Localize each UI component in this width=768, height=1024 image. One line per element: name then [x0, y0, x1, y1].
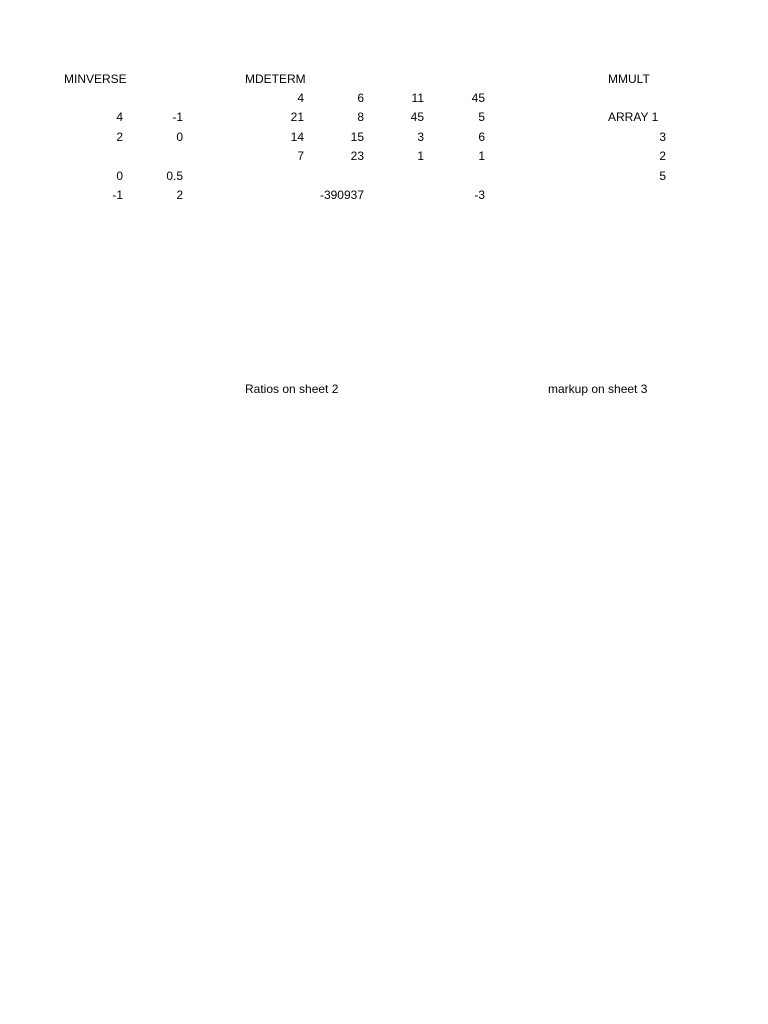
mdeterm-r3c2[interactable]: 15 — [350, 130, 364, 144]
minverse-result-r2c1[interactable]: -1 — [112, 188, 123, 202]
mmult-value-1[interactable]: 3 — [659, 130, 666, 144]
mdeterm-r4c3[interactable]: 1 — [417, 149, 424, 163]
mdeterm-title: MDETERM — [245, 72, 306, 86]
mdeterm-r1c3[interactable]: 11 — [411, 91, 424, 105]
mmult-title: MMULT — [608, 72, 650, 86]
mdeterm-r3c1[interactable]: 14 — [290, 130, 304, 144]
note-markup: markup on sheet 3 — [548, 382, 648, 396]
note-ratios: Ratios on sheet 2 — [245, 382, 339, 396]
minverse-result-r2c2[interactable]: 2 — [176, 188, 183, 202]
minverse-input-r2c2[interactable]: 0 — [176, 130, 183, 144]
mmult-value-2[interactable]: 2 — [659, 149, 666, 163]
mdeterm-result[interactable]: -390937 — [319, 188, 364, 202]
mdeterm-r4c1[interactable]: 7 — [297, 149, 304, 163]
mdeterm-r4c2[interactable]: 23 — [350, 149, 364, 163]
minverse-title: MINVERSE — [64, 72, 127, 86]
mdeterm-r2c2[interactable]: 8 — [357, 110, 364, 124]
mdeterm-r1c1[interactable]: 4 — [297, 91, 304, 105]
mmult-array-label: ARRAY 1 — [608, 110, 659, 124]
mdeterm-r4c4[interactable]: 1 — [478, 149, 485, 163]
minverse-result-r1c2[interactable]: 0.5 — [166, 169, 183, 183]
minverse-input-r1c1[interactable]: 4 — [116, 110, 123, 124]
minverse-input-r1c2[interactable]: -1 — [172, 110, 183, 124]
mdeterm-r3c4[interactable]: 6 — [478, 130, 485, 144]
mdeterm-result-2[interactable]: -3 — [474, 188, 485, 202]
mdeterm-r1c4[interactable]: 45 — [471, 91, 485, 105]
mdeterm-r3c3[interactable]: 3 — [417, 130, 424, 144]
mdeterm-r2c4[interactable]: 5 — [478, 110, 485, 124]
minverse-result-r1c1[interactable]: 0 — [116, 169, 123, 183]
mdeterm-r2c3[interactable]: 45 — [410, 110, 424, 124]
mmult-value-3[interactable]: 5 — [659, 169, 666, 183]
minverse-input-r2c1[interactable]: 2 — [116, 130, 123, 144]
mdeterm-r2c1[interactable]: 21 — [290, 110, 304, 124]
mdeterm-r1c2[interactable]: 6 — [357, 91, 364, 105]
